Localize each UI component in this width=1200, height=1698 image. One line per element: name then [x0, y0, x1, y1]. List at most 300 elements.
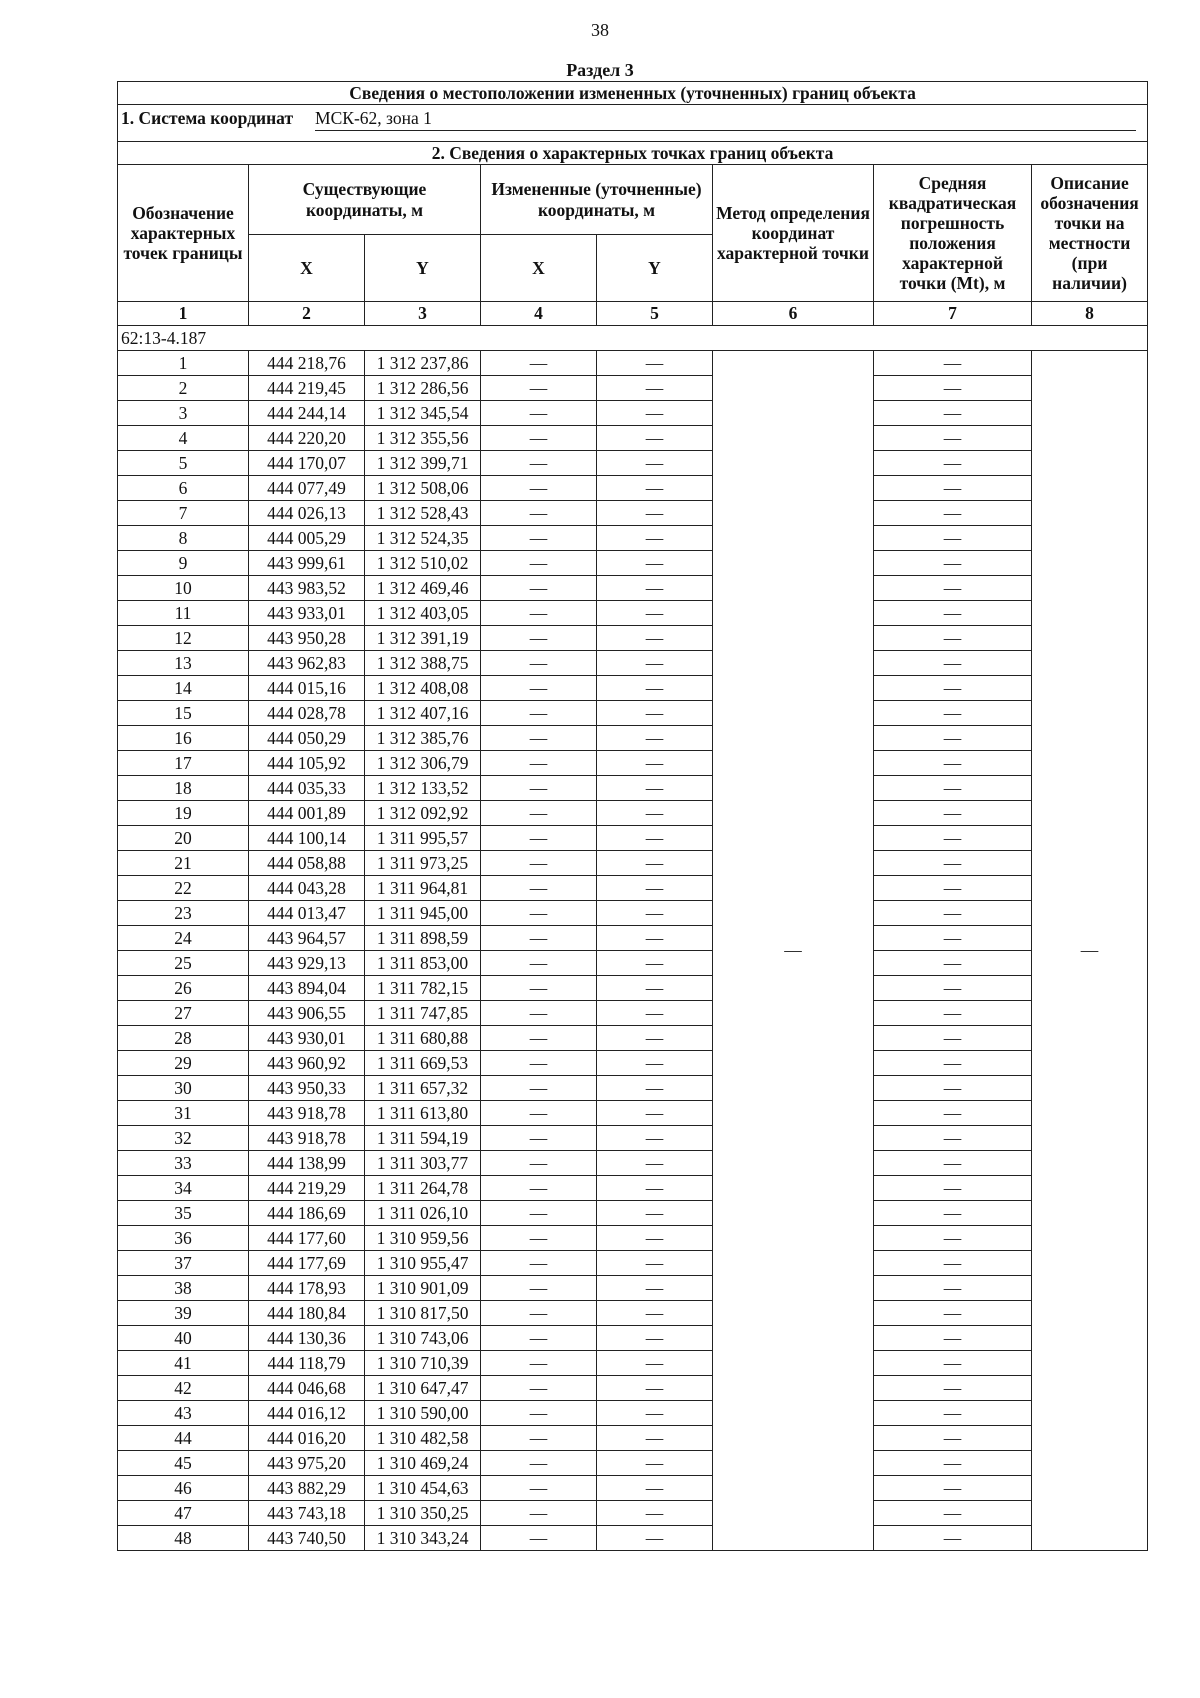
existing-y-value: 1 310 955,47 — [365, 1251, 481, 1276]
changed-y-value: — — [597, 1526, 713, 1551]
existing-x-value: 443 929,13 — [249, 951, 365, 976]
existing-y-value: 1 311 898,59 — [365, 926, 481, 951]
existing-y-value: 1 312 528,43 — [365, 501, 481, 526]
error-value: — — [874, 1501, 1032, 1526]
changed-x-value: — — [481, 1226, 597, 1251]
existing-x-value: 444 180,84 — [249, 1301, 365, 1326]
changed-x-value: — — [481, 1001, 597, 1026]
error-value: — — [874, 351, 1032, 376]
point-number: 36 — [118, 1226, 249, 1251]
column-number: 2 — [249, 302, 365, 326]
changed-y-value: — — [597, 1401, 713, 1426]
point-number: 4 — [118, 426, 249, 451]
error-value: — — [874, 1076, 1032, 1101]
changed-y-value: — — [597, 1076, 713, 1101]
table-row — [118, 726, 1148, 751]
existing-x-value: 444 050,29 — [249, 726, 365, 751]
error-value: — — [874, 1201, 1032, 1226]
changed-x-value: — — [481, 601, 597, 626]
existing-y-value: 1 312 388,75 — [365, 651, 481, 676]
point-number: 30 — [118, 1076, 249, 1101]
error-value: — — [874, 576, 1032, 601]
existing-x-value: 443 975,20 — [249, 1451, 365, 1476]
existing-y-value: 1 311 594,19 — [365, 1126, 481, 1151]
header-changed-y: Y — [597, 235, 713, 302]
changed-y-value: — — [597, 926, 713, 951]
coord-system-value: МСК-62, зона 1 — [315, 108, 1136, 131]
existing-y-value: 1 312 306,79 — [365, 751, 481, 776]
changed-y-value: — — [597, 776, 713, 801]
table-row — [118, 1276, 1148, 1301]
error-value: — — [874, 526, 1032, 551]
existing-y-value: 1 312 510,02 — [365, 551, 481, 576]
error-value: — — [874, 1526, 1032, 1551]
changed-x-value: — — [481, 551, 597, 576]
changed-x-value: — — [481, 676, 597, 701]
changed-x-value: — — [481, 1251, 597, 1276]
table-row — [118, 526, 1148, 551]
existing-y-value: 1 311 973,25 — [365, 851, 481, 876]
table-row — [118, 1176, 1148, 1201]
point-number: 41 — [118, 1351, 249, 1376]
existing-y-value: 1 310 454,63 — [365, 1476, 481, 1501]
changed-y-value: — — [597, 1051, 713, 1076]
changed-y-value: — — [597, 451, 713, 476]
existing-x-value: 444 043,28 — [249, 876, 365, 901]
header-existing-coords: Существующие координаты, м — [249, 165, 481, 235]
existing-y-value: 1 311 680,88 — [365, 1026, 481, 1051]
changed-x-value: — — [481, 826, 597, 851]
existing-x-value: 443 882,29 — [249, 1476, 365, 1501]
existing-y-value: 1 311 026,10 — [365, 1201, 481, 1226]
coord-system-label: 1. Система координат — [121, 108, 294, 128]
point-number: 26 — [118, 976, 249, 1001]
header-changed-coords: Измененные (уточненные) координаты, м — [481, 165, 713, 235]
point-number: 37 — [118, 1251, 249, 1276]
point-number: 5 — [118, 451, 249, 476]
error-value: — — [874, 1101, 1032, 1126]
changed-y-value: — — [597, 1101, 713, 1126]
changed-y-value: — — [597, 1276, 713, 1301]
table-row — [118, 701, 1148, 726]
error-value: — — [874, 951, 1032, 976]
point-number: 34 — [118, 1176, 249, 1201]
existing-x-value: 443 964,57 — [249, 926, 365, 951]
changed-x-value: — — [481, 1401, 597, 1426]
error-value: — — [874, 501, 1032, 526]
table-row — [118, 1151, 1148, 1176]
point-number: 24 — [118, 926, 249, 951]
point-number: 33 — [118, 1151, 249, 1176]
error-value: — — [874, 776, 1032, 801]
changed-y-value: — — [597, 626, 713, 651]
table-row — [118, 1226, 1148, 1251]
existing-y-value: 1 312 385,76 — [365, 726, 481, 751]
changed-y-value: — — [597, 901, 713, 926]
page-number: 38 — [591, 20, 609, 40]
changed-y-value: — — [597, 1026, 713, 1051]
existing-x-value: 444 130,36 — [249, 1326, 365, 1351]
error-value: — — [874, 826, 1032, 851]
changed-y-value: — — [597, 551, 713, 576]
existing-y-value: 1 310 959,56 — [365, 1226, 481, 1251]
error-value: — — [874, 1001, 1032, 1026]
changed-x-value: — — [481, 1151, 597, 1176]
existing-x-value: 444 028,78 — [249, 701, 365, 726]
changed-x-value: — — [481, 1426, 597, 1451]
subsection-title: 2. Сведения о характерных точках границ объекта — [118, 142, 1148, 165]
existing-y-value: 1 311 853,00 — [365, 951, 481, 976]
table-row — [118, 451, 1148, 476]
existing-x-value: 444 177,60 — [249, 1226, 365, 1251]
existing-y-value: 1 312 345,54 — [365, 401, 481, 426]
point-number: 45 — [118, 1451, 249, 1476]
table-row — [118, 551, 1148, 576]
point-number: 46 — [118, 1476, 249, 1501]
changed-y-value: — — [597, 751, 713, 776]
changed-x-value: — — [481, 751, 597, 776]
table-row — [118, 376, 1148, 401]
point-number: 27 — [118, 1001, 249, 1026]
changed-x-value: — — [481, 501, 597, 526]
table-row — [118, 1001, 1148, 1026]
point-number: 42 — [118, 1376, 249, 1401]
point-number: 21 — [118, 851, 249, 876]
point-number: 23 — [118, 901, 249, 926]
header-method: Метод определения координат характерной точки — [713, 165, 874, 302]
existing-y-value: 1 311 657,32 — [365, 1076, 481, 1101]
changed-y-value: — — [597, 1476, 713, 1501]
changed-x-value: — — [481, 1126, 597, 1151]
existing-x-value: 444 005,29 — [249, 526, 365, 551]
table-row — [118, 1101, 1148, 1126]
error-value: — — [874, 1026, 1032, 1051]
existing-y-value: 1 312 355,56 — [365, 426, 481, 451]
changed-x-value: — — [481, 1451, 597, 1476]
changed-x-value: — — [481, 801, 597, 826]
existing-x-value: 444 178,93 — [249, 1276, 365, 1301]
column-number: 4 — [481, 302, 597, 326]
existing-x-value: 444 016,12 — [249, 1401, 365, 1426]
point-number: 8 — [118, 526, 249, 551]
table-row — [118, 776, 1148, 801]
changed-x-value: — — [481, 1026, 597, 1051]
existing-y-value: 1 310 743,06 — [365, 1326, 481, 1351]
changed-x-value: — — [481, 1526, 597, 1551]
existing-x-value: 444 219,45 — [249, 376, 365, 401]
changed-x-value: — — [481, 1201, 597, 1226]
existing-y-value: 1 312 524,35 — [365, 526, 481, 551]
error-value: — — [874, 801, 1032, 826]
existing-x-value: 443 950,28 — [249, 626, 365, 651]
existing-x-value: 444 100,14 — [249, 826, 365, 851]
changed-x-value: — — [481, 1351, 597, 1376]
changed-x-value: — — [481, 1376, 597, 1401]
existing-x-value: 444 220,20 — [249, 426, 365, 451]
error-value: — — [874, 901, 1032, 926]
changed-y-value: — — [597, 1151, 713, 1176]
table-row — [118, 351, 1148, 376]
existing-y-value: 1 311 747,85 — [365, 1001, 481, 1026]
existing-x-value: 443 983,52 — [249, 576, 365, 601]
table-row — [118, 1426, 1148, 1451]
table-row — [118, 1501, 1148, 1526]
error-value: — — [874, 1376, 1032, 1401]
changed-x-value: — — [481, 576, 597, 601]
changed-x-value: — — [481, 776, 597, 801]
error-value: — — [874, 1351, 1032, 1376]
error-value: — — [874, 676, 1032, 701]
error-value: — — [874, 401, 1032, 426]
existing-y-value: 1 311 995,57 — [365, 826, 481, 851]
table-row — [118, 1451, 1148, 1476]
existing-x-value: 443 894,04 — [249, 976, 365, 1001]
changed-x-value: — — [481, 351, 597, 376]
point-number: 43 — [118, 1401, 249, 1426]
existing-y-value: 1 312 407,16 — [365, 701, 481, 726]
changed-x-value: — — [481, 851, 597, 876]
error-value: — — [874, 651, 1032, 676]
point-number: 9 — [118, 551, 249, 576]
table-row — [118, 1251, 1148, 1276]
existing-x-value: 444 170,07 — [249, 451, 365, 476]
table-row — [118, 876, 1148, 901]
existing-y-value: 1 312 469,46 — [365, 576, 481, 601]
existing-x-value: 443 743,18 — [249, 1501, 365, 1526]
changed-y-value: — — [597, 1301, 713, 1326]
changed-x-value: — — [481, 626, 597, 651]
header-existing-x: X — [249, 235, 365, 302]
point-number: 15 — [118, 701, 249, 726]
changed-y-value: — — [597, 576, 713, 601]
existing-y-value: 1 312 092,92 — [365, 801, 481, 826]
changed-y-value: — — [597, 951, 713, 976]
table-title: Сведения о местоположении измененных (уточненных) границ объекта — [118, 82, 1148, 105]
point-number: 40 — [118, 1326, 249, 1351]
changed-y-value: — — [597, 1001, 713, 1026]
existing-x-value: 443 740,50 — [249, 1526, 365, 1551]
table-row — [118, 676, 1148, 701]
existing-y-value: 1 312 133,52 — [365, 776, 481, 801]
existing-x-value: 444 244,14 — [249, 401, 365, 426]
table-row — [118, 951, 1148, 976]
header-changed-x: X — [481, 235, 597, 302]
error-value: — — [874, 1426, 1032, 1451]
header-point-designation: Обозначение характерных точек границы — [118, 165, 249, 302]
error-value: — — [874, 701, 1032, 726]
changed-y-value: — — [597, 1251, 713, 1276]
column-number: 6 — [713, 302, 874, 326]
changed-x-value: — — [481, 476, 597, 501]
existing-y-value: 1 310 350,25 — [365, 1501, 481, 1526]
error-value: — — [874, 1126, 1032, 1151]
changed-x-value: — — [481, 1051, 597, 1076]
table-row — [118, 576, 1148, 601]
table-row — [118, 751, 1148, 776]
error-value: — — [874, 1251, 1032, 1276]
table-row — [118, 1126, 1148, 1151]
changed-y-value: — — [597, 826, 713, 851]
existing-y-value: 1 312 408,08 — [365, 676, 481, 701]
changed-y-value: — — [597, 851, 713, 876]
point-number: 1 — [118, 351, 249, 376]
error-value: — — [874, 926, 1032, 951]
point-number: 35 — [118, 1201, 249, 1226]
existing-y-value: 1 310 710,39 — [365, 1351, 481, 1376]
existing-x-value: 444 001,89 — [249, 801, 365, 826]
existing-x-value: 444 177,69 — [249, 1251, 365, 1276]
changed-y-value: — — [597, 1326, 713, 1351]
error-value: — — [874, 851, 1032, 876]
existing-y-value: 1 310 343,24 — [365, 1526, 481, 1551]
table-row — [118, 1301, 1148, 1326]
point-number: 10 — [118, 576, 249, 601]
point-number: 22 — [118, 876, 249, 901]
column-number: 7 — [874, 302, 1032, 326]
changed-y-value: — — [597, 1451, 713, 1476]
point-number: 16 — [118, 726, 249, 751]
changed-y-value: — — [597, 651, 713, 676]
existing-y-value: 1 311 303,77 — [365, 1151, 481, 1176]
point-number: 6 — [118, 476, 249, 501]
table-row — [118, 601, 1148, 626]
changed-y-value: — — [597, 351, 713, 376]
changed-x-value: — — [481, 451, 597, 476]
table-row — [118, 1351, 1148, 1376]
changed-x-value: — — [481, 426, 597, 451]
changed-y-value: — — [597, 1201, 713, 1226]
existing-x-value: 444 219,29 — [249, 1176, 365, 1201]
existing-x-value: 444 035,33 — [249, 776, 365, 801]
existing-y-value: 1 310 469,24 — [365, 1451, 481, 1476]
header-existing-y: Y — [365, 235, 481, 302]
changed-x-value: — — [481, 701, 597, 726]
table-row — [118, 1526, 1148, 1551]
error-value: — — [874, 1326, 1032, 1351]
point-number: 28 — [118, 1026, 249, 1051]
existing-x-value: 443 933,01 — [249, 601, 365, 626]
changed-y-value: — — [597, 726, 713, 751]
changed-x-value: — — [481, 1101, 597, 1126]
changed-x-value: — — [481, 401, 597, 426]
table-row — [118, 501, 1148, 526]
parcel-id: 62:13-4.187 — [118, 326, 1148, 351]
point-number: 3 — [118, 401, 249, 426]
table-row — [118, 1201, 1148, 1226]
existing-y-value: 1 311 264,78 — [365, 1176, 481, 1201]
changed-y-value: — — [597, 376, 713, 401]
table-row — [118, 801, 1148, 826]
error-value: — — [874, 1176, 1032, 1201]
existing-x-value: 443 999,61 — [249, 551, 365, 576]
error-value: — — [874, 976, 1032, 1001]
changed-x-value: — — [481, 1176, 597, 1201]
error-value: — — [874, 376, 1032, 401]
changed-y-value: — — [597, 426, 713, 451]
error-value: — — [874, 426, 1032, 451]
existing-x-value: 444 118,79 — [249, 1351, 365, 1376]
table-row — [118, 1376, 1148, 1401]
existing-y-value: 1 311 613,80 — [365, 1101, 481, 1126]
point-number: 7 — [118, 501, 249, 526]
error-value: — — [874, 726, 1032, 751]
existing-x-value: 444 016,20 — [249, 1426, 365, 1451]
changed-x-value: — — [481, 1501, 597, 1526]
coord-system-row — [118, 105, 1148, 142]
changed-x-value: — — [481, 726, 597, 751]
table-row — [118, 901, 1148, 926]
existing-x-value: 444 077,49 — [249, 476, 365, 501]
table-row — [118, 851, 1148, 876]
changed-y-value: — — [597, 1126, 713, 1151]
changed-y-value: — — [597, 501, 713, 526]
changed-x-value: — — [481, 376, 597, 401]
error-value: — — [874, 1476, 1032, 1501]
existing-x-value: 444 026,13 — [249, 501, 365, 526]
existing-x-value: 444 186,69 — [249, 1201, 365, 1226]
existing-y-value: 1 310 901,09 — [365, 1276, 481, 1301]
existing-y-value: 1 311 782,15 — [365, 976, 481, 1001]
table-row — [118, 1076, 1148, 1101]
table-row — [118, 976, 1148, 1001]
point-number: 38 — [118, 1276, 249, 1301]
changed-y-value: — — [597, 1501, 713, 1526]
existing-y-value: 1 312 399,71 — [365, 451, 481, 476]
description-value: — — [1032, 351, 1148, 1551]
changed-x-value: — — [481, 651, 597, 676]
changed-x-value: — — [481, 526, 597, 551]
existing-x-value: 443 918,78 — [249, 1126, 365, 1151]
existing-x-value: 443 962,83 — [249, 651, 365, 676]
existing-y-value: 1 311 964,81 — [365, 876, 481, 901]
changed-y-value: — — [597, 1376, 713, 1401]
existing-y-value: 1 310 647,47 — [365, 1376, 481, 1401]
existing-x-value: 444 015,16 — [249, 676, 365, 701]
changed-y-value: — — [597, 701, 713, 726]
changed-y-value: — — [597, 801, 713, 826]
existing-y-value: 1 312 237,86 — [365, 351, 481, 376]
changed-x-value: — — [481, 1076, 597, 1101]
table-row — [118, 1051, 1148, 1076]
error-value: — — [874, 601, 1032, 626]
existing-y-value: 1 310 817,50 — [365, 1301, 481, 1326]
changed-y-value: — — [597, 526, 713, 551]
changed-y-value: — — [597, 1351, 713, 1376]
changed-x-value: — — [481, 1476, 597, 1501]
error-value: — — [874, 451, 1032, 476]
existing-x-value: 443 960,92 — [249, 1051, 365, 1076]
table-row — [118, 626, 1148, 651]
existing-y-value: 1 311 669,53 — [365, 1051, 481, 1076]
table-row — [118, 826, 1148, 851]
point-number: 11 — [118, 601, 249, 626]
error-value: — — [874, 1401, 1032, 1426]
header-description: Описание обозначения точки на местности (при наличии) — [1032, 165, 1148, 302]
point-number: 25 — [118, 951, 249, 976]
existing-x-value: 443 930,01 — [249, 1026, 365, 1051]
changed-y-value: — — [597, 1426, 713, 1451]
point-number: 14 — [118, 676, 249, 701]
changed-x-value: — — [481, 926, 597, 951]
column-number: 3 — [365, 302, 481, 326]
changed-x-value: — — [481, 976, 597, 1001]
error-value: — — [874, 626, 1032, 651]
existing-y-value: 1 312 286,56 — [365, 376, 481, 401]
table-row — [118, 926, 1148, 951]
point-number: 17 — [118, 751, 249, 776]
table-row — [118, 1326, 1148, 1351]
point-number: 44 — [118, 1426, 249, 1451]
